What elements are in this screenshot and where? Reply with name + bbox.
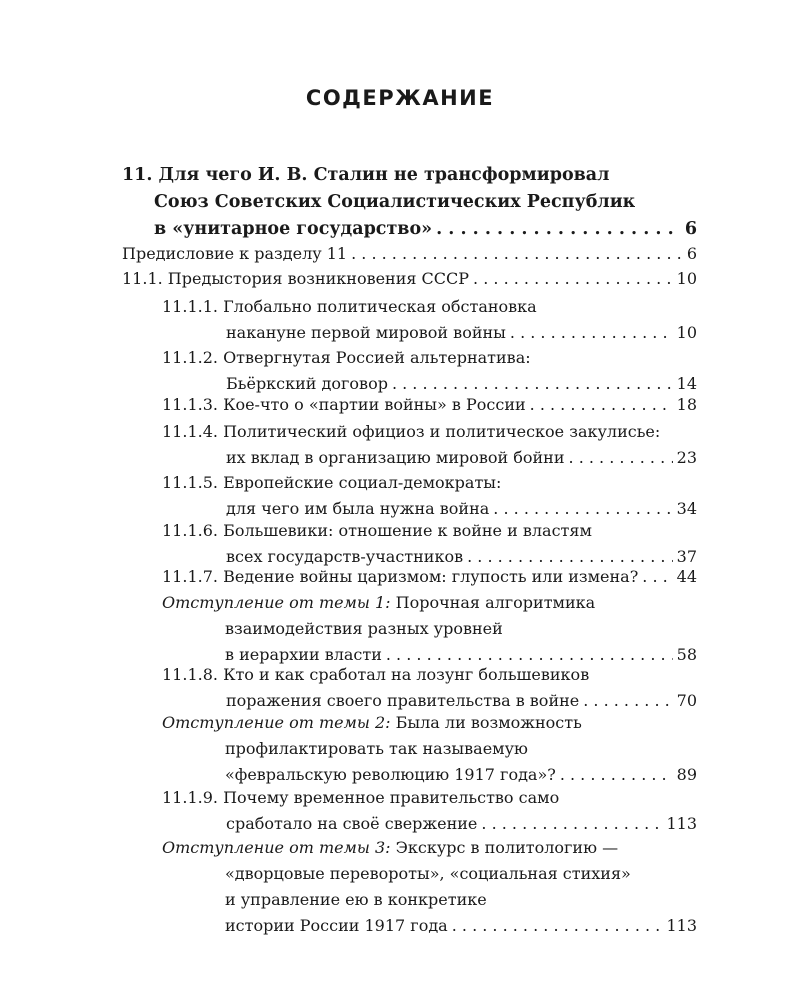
dot-leader: [452, 913, 663, 939]
digression-label: Отступление от темы 1:: [162, 593, 391, 612]
dot-leader: [583, 688, 672, 714]
toc-entry-title: всех государств-участников: [226, 547, 464, 566]
page-number: 18: [676, 395, 697, 414]
toc-entry-title: Отступление от темы 2: Была ли возможность: [162, 713, 582, 732]
toc-entry-title: истории России 1917 года: [225, 916, 448, 935]
page-title: СОДЕРЖАНИЕ: [305, 86, 495, 110]
toc-entry-line: [225, 616, 503, 642]
toc-entry-line: [226, 445, 697, 471]
toc-entry-line: [162, 590, 595, 616]
toc-entry-title: 11.1.5. Европейские социал-демократы:: [162, 473, 502, 492]
toc-entry-line: [162, 392, 697, 418]
toc-entry-line: [154, 189, 635, 215]
toc-entry-line: [225, 887, 487, 913]
toc-entry-title: «февральскую революцию 1917 года»?: [225, 765, 556, 784]
page-number: 58: [676, 645, 697, 664]
toc-entry-line: [162, 294, 537, 320]
toc-entry-title: в иерархии власти: [225, 645, 382, 664]
toc-entry-title: 11.1.1. Глобально политическая обстановка: [162, 297, 537, 316]
toc-entry-line: [225, 736, 528, 762]
toc-entry-title: поражения своего правительства в войне: [226, 691, 580, 710]
toc-entry-title: 11.1.6. Большевики: отношение к войне и властям: [162, 521, 592, 540]
toc-entry-title: в «унитарное государство»: [154, 219, 433, 239]
dot-leader: [642, 564, 672, 590]
toc-entry-line: [162, 345, 531, 371]
toc-entry-title: «дворцовые перевороты», «социальная стихия»: [225, 864, 631, 883]
toc-entry-line: [225, 861, 631, 887]
toc-entry-line: [162, 662, 589, 688]
toc-entry-title: Бьёркский договор: [226, 374, 388, 393]
digression-label: Отступление от темы 3:: [162, 838, 391, 857]
toc-entry-line: [225, 913, 697, 939]
toc-entry-title: 11.1.8. Кто и как сработал на лозунг большевиков: [162, 665, 590, 684]
page-number: 34: [676, 499, 697, 518]
toc-entry-line: [162, 419, 660, 445]
digression-label: Отступление от темы 2:: [162, 713, 391, 732]
toc-entry-title: 11.1.2. Отвергнутая Россией альтернатива:: [162, 348, 531, 367]
toc-entry-title: 11.1.9. Почему временное правительство само: [162, 788, 560, 807]
toc-entry-title: взаимодействия разных уровней: [225, 619, 503, 638]
toc-entry-title: Отступление от темы 1: Порочная алгоритмика: [162, 593, 596, 612]
page-number: 113: [666, 814, 697, 833]
toc-entry-title: 11.1. Предыстория возникновения СССР: [122, 269, 470, 288]
dot-leader: [510, 320, 673, 346]
dot-leader: [481, 811, 662, 837]
toc-entry-line: [122, 241, 697, 267]
toc-entry-line: [162, 710, 582, 736]
toc-entry-line: [162, 564, 697, 590]
page-number: 37: [676, 547, 697, 566]
page-number: 70: [676, 691, 697, 710]
toc-entry-title: 11.1.7. Ведение войны царизмом: глупость или измена?: [162, 567, 639, 586]
dot-leader: [560, 762, 673, 788]
toc-entry-title: накануне первой мировой войны: [226, 323, 506, 342]
page-number: 10: [676, 269, 697, 288]
toc-entry-line: [122, 162, 609, 188]
page-number: 10: [676, 323, 697, 342]
dot-leader: [530, 392, 673, 418]
toc-entry-title: профилактировать так называемую: [225, 739, 528, 758]
page-number: 44: [676, 567, 697, 586]
toc-entry-line: [226, 320, 697, 346]
dot-leader: [473, 266, 673, 292]
dot-leader: [569, 445, 673, 471]
page-number: 14: [676, 374, 697, 393]
toc-entry-title: 11.1.4. Политический официоз и политическое закулисье:: [162, 422, 661, 441]
toc-entry-line: [162, 785, 559, 811]
toc-entry-title: их вклад в организацию мировой бойни: [226, 448, 565, 467]
toc-entry-line: [162, 518, 592, 544]
toc-entry-title: Союз Советских Социалистических Республик: [154, 192, 636, 212]
toc-entry-title: и управление ею в конкретике: [225, 890, 487, 909]
page-number: 89: [676, 765, 697, 784]
toc-entry-line: [162, 835, 618, 861]
dot-leader: [351, 241, 683, 267]
page-number: 6: [686, 244, 697, 263]
toc-entry-line: [226, 811, 697, 837]
toc-entry-line: [162, 470, 501, 496]
toc-entry-title: Отступление от темы 3: Экскурс в политологию —: [162, 838, 619, 857]
toc-entry-line: [154, 216, 697, 242]
toc-entry-title: для чего им была нужна война: [226, 499, 490, 518]
dot-leader: [436, 216, 681, 242]
toc-entry-title: сработало на своё свержение: [226, 814, 478, 833]
toc-entry-title: 11. Для чего И. В. Сталин не трансформировал: [122, 165, 610, 185]
toc-entry-line: [122, 266, 697, 292]
page-number: 23: [676, 448, 697, 467]
toc-entry-title: Предисловие к разделу 11: [122, 244, 348, 263]
page-number: 6: [684, 219, 697, 239]
toc-entry-title: 11.1.3. Кое-что о «партии войны» в России: [162, 395, 526, 414]
page-number: 113: [666, 916, 697, 935]
